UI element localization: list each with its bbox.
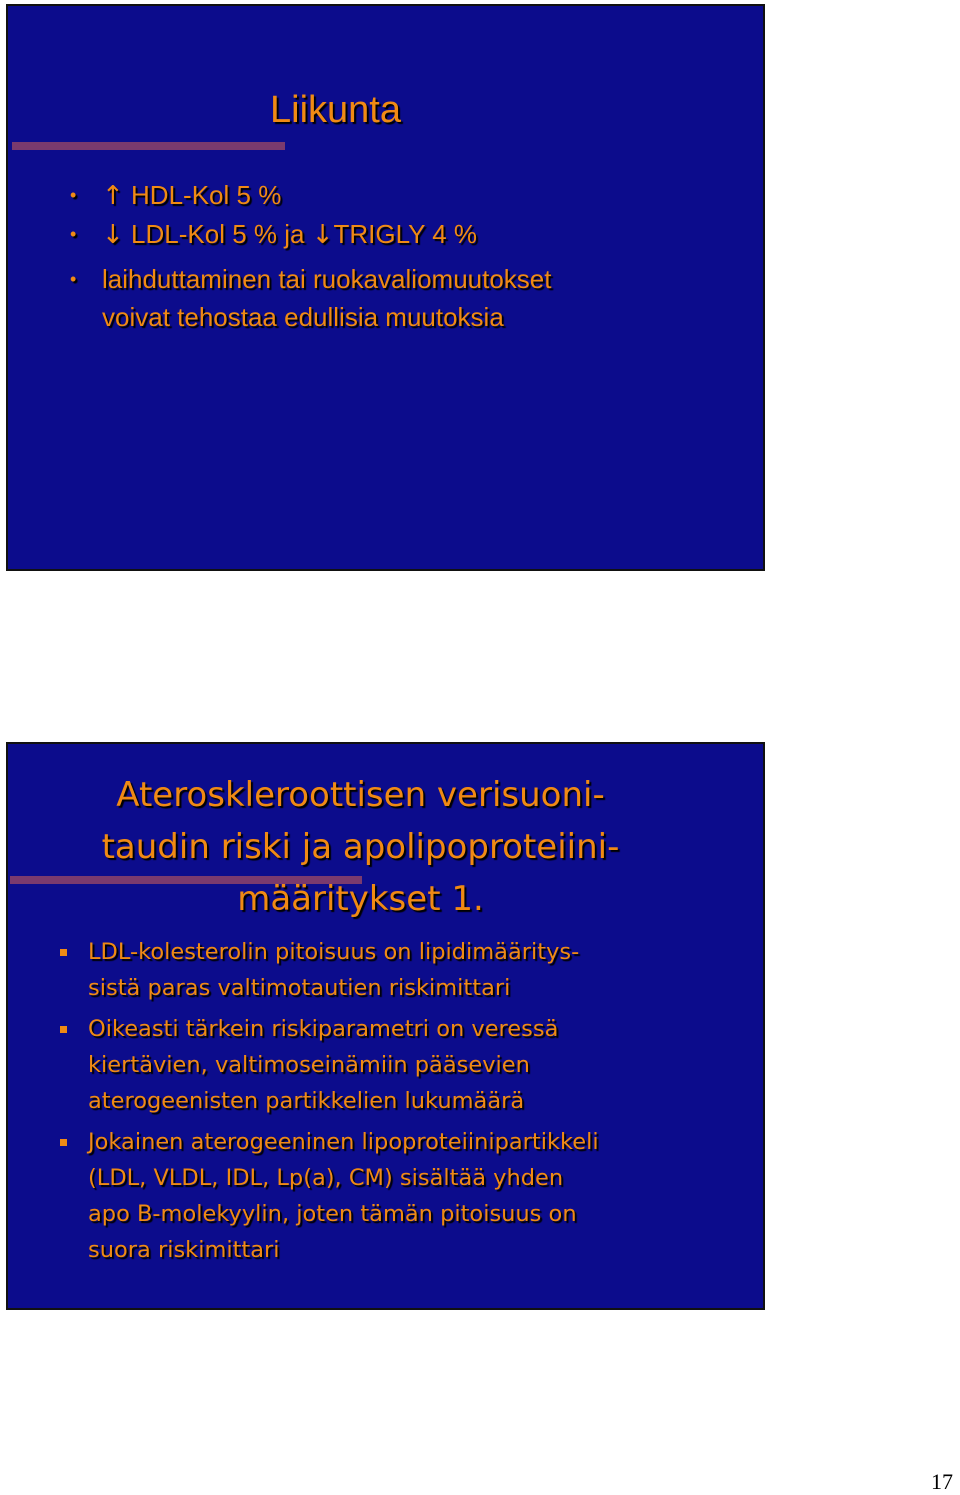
bullet-list bbox=[58, 934, 599, 1273]
arrow-down-icon: ↓ bbox=[311, 220, 334, 250]
arrow-down-icon: ↓ bbox=[102, 220, 124, 250]
list-item bbox=[58, 1011, 599, 1119]
bullet-list bbox=[70, 176, 552, 336]
slide-liikunta bbox=[6, 4, 765, 571]
item-text-line: voivat tehostaa edullisia muutoksia bbox=[102, 302, 504, 332]
item-text-line: sistä paras valtimotautien riskimittari bbox=[88, 975, 511, 1001]
slide-aterosklerootti bbox=[6, 742, 765, 1310]
item-text: LDL-Kol 5 % ja bbox=[131, 219, 312, 249]
item-text-line: aterogeenisten partikkelien lukumäärä bbox=[88, 1088, 525, 1114]
item-text-line: (LDL, VLDL, IDL, Lp(a), CM) sisältää yhden bbox=[88, 1165, 564, 1191]
slide-title: Liikunta bbox=[270, 89, 401, 131]
page-number: 17 bbox=[931, 1469, 953, 1494]
item-text: HDL-Kol 5 % bbox=[131, 180, 282, 210]
item-text-line: apo B-molekyylin, joten tämän pitoisuus on bbox=[88, 1201, 577, 1227]
title-line: Ateroskleroottisen verisuoni- bbox=[116, 775, 605, 815]
list-item bbox=[70, 176, 551, 215]
bullet-dot-icon: • bbox=[70, 185, 77, 205]
item-text-line: LDL-kolesterolin pitoisuus on lipidimääritys- bbox=[88, 939, 580, 965]
arrow-up-icon: ↑ bbox=[102, 181, 124, 211]
list-item bbox=[70, 215, 551, 254]
square-bullet-icon bbox=[60, 1026, 67, 1033]
slide-title bbox=[8, 769, 713, 925]
item-text-line: kiertävien, valtimoseinämiin pääsevien bbox=[88, 1052, 530, 1078]
list-item bbox=[58, 934, 599, 1006]
bullet-dot-icon: • bbox=[70, 269, 77, 289]
list-item bbox=[70, 260, 552, 336]
title-line: määritykset 1. bbox=[237, 879, 484, 919]
item-text: TRIGLY 4 % bbox=[333, 219, 478, 249]
item-text-line: suora riskimittari bbox=[88, 1237, 280, 1263]
item-text-line: laihduttaminen tai ruokavaliomuutokset bbox=[102, 264, 552, 294]
square-bullet-icon bbox=[60, 949, 67, 956]
item-text-line: Jokainen aterogeeninen lipoproteiinipartikkeli bbox=[88, 1129, 599, 1155]
bullet-dot-icon: • bbox=[70, 224, 77, 244]
item-text-line: Oikeasti tärkein riskiparametri on veressä bbox=[88, 1016, 559, 1042]
square-bullet-icon bbox=[60, 1139, 67, 1146]
title-line: taudin riski ja apolipoproteiini- bbox=[101, 827, 620, 867]
title-underline-bar bbox=[12, 142, 285, 150]
list-item bbox=[58, 1124, 599, 1268]
